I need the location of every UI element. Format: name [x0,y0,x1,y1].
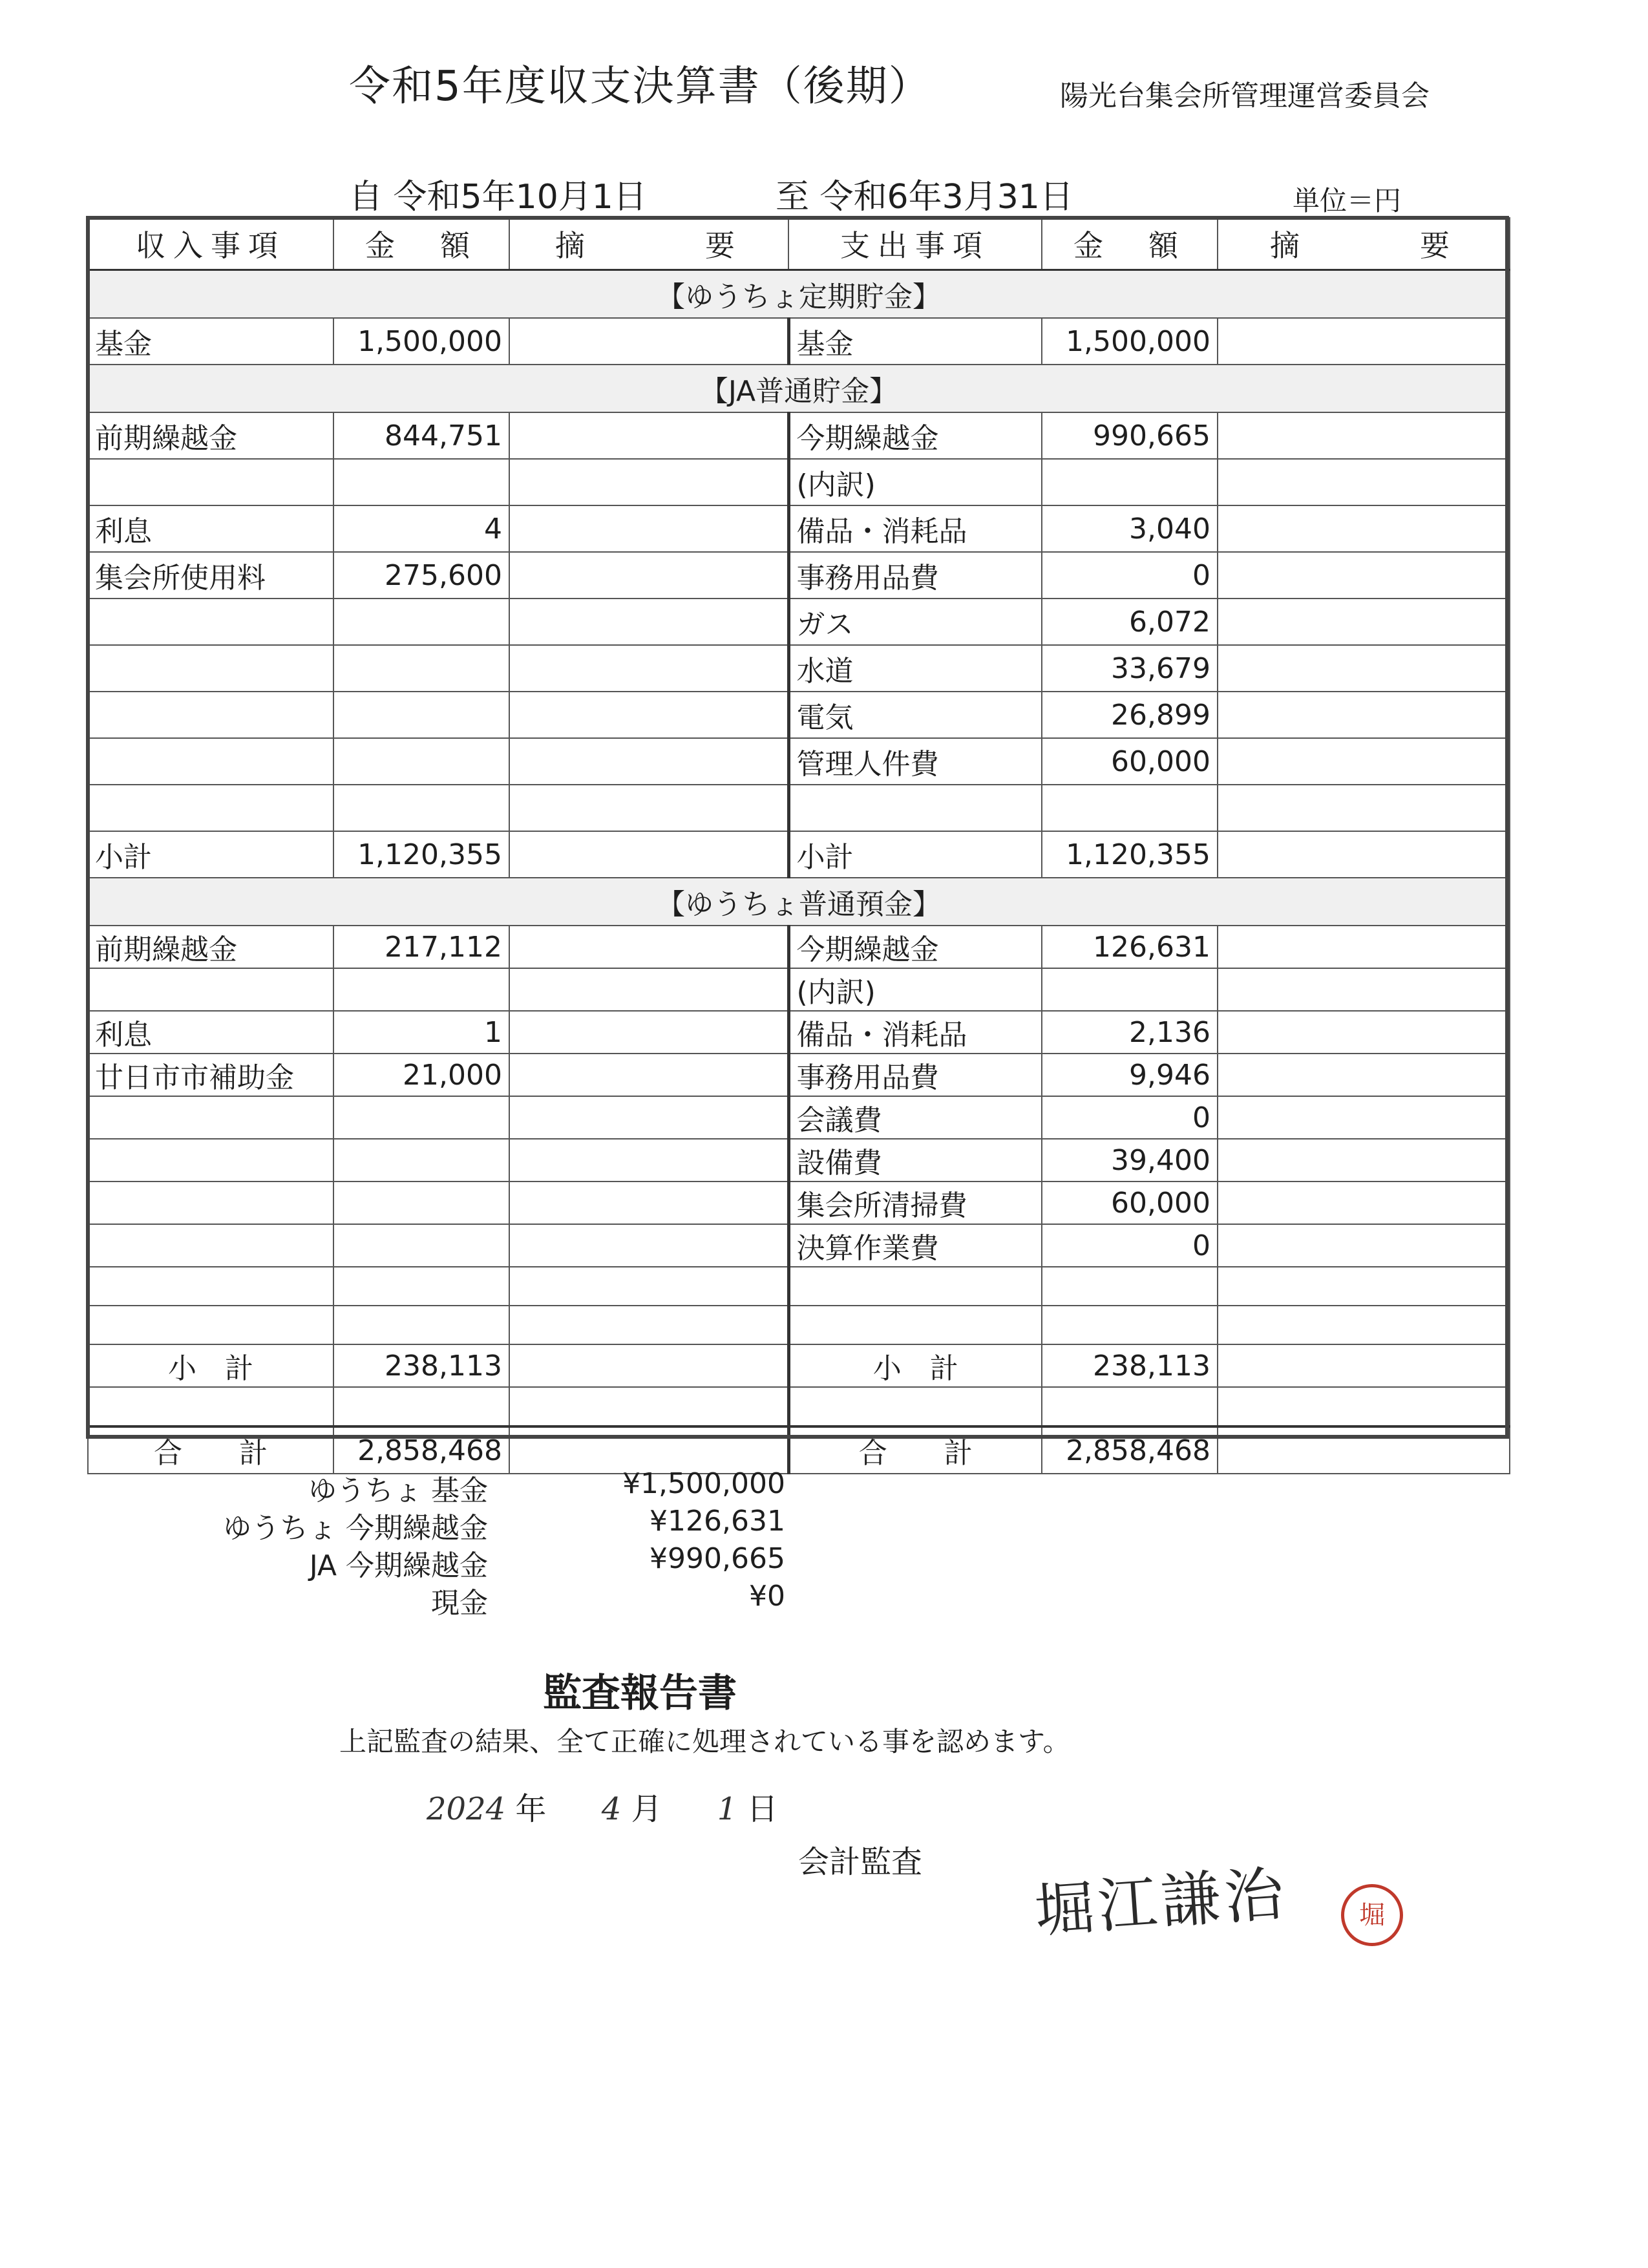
header-note-2: 摘 要 [1218,218,1510,270]
unit-label: 単位＝円 [1293,185,1402,217]
income-item: 基金 [88,318,333,365]
income-note [509,1096,788,1139]
auditor-signature: 堀江謙治 [1032,1859,1290,1946]
expense-item: 備品・消耗品 [788,1011,1042,1054]
audit-statement: 上記監査の結果、全て正確に処理されている事を認めます。 [339,1726,1070,1757]
expense-item: ガス [788,599,1042,645]
expense-item [788,1387,1042,1426]
expense-item: 小 計 [788,1344,1042,1387]
expense-note [1218,1182,1510,1224]
period-to: 至 令和6年3月31日 [776,178,1073,217]
summary-value: ¥990,665 [650,1542,785,1575]
income-note [509,1387,788,1426]
expense-item: 決算作業費 [788,1224,1042,1267]
income-amount: 4 [333,505,509,552]
section-title: 【JA普通貯金】 [88,365,1510,412]
income-amount: 217,112 [333,926,509,968]
header-amount: 金 額 [333,218,509,270]
expense-note [1218,1096,1510,1139]
expense-note [1218,1267,1510,1306]
income-item: 小計 [88,831,333,878]
income-item [88,459,333,505]
expense-amount [1042,459,1218,505]
expense-note [1218,968,1510,1011]
income-amount [333,1267,509,1306]
expense-amount: 9,946 [1042,1054,1218,1096]
expense-item: 今期繰越金 [788,412,1042,459]
table-row [88,1182,1510,1224]
table-row [88,1344,1510,1387]
income-amount: 21,000 [333,1054,509,1096]
expense-note [1218,552,1510,599]
income-item: 前期繰越金 [88,926,333,968]
section-title: 【ゆうちょ定期貯金】 [88,270,1510,319]
expense-note [1218,926,1510,968]
expense-note [1218,785,1510,831]
income-item: 前期繰越金 [88,412,333,459]
expense-note [1218,505,1510,552]
income-amount [333,1224,509,1267]
header-note: 摘 要 [509,218,788,270]
summary-value: ¥1,500,000 [622,1467,785,1500]
income-note [509,1054,788,1096]
audit-date-month: 4 [601,1791,622,1827]
expense-amount: 3,040 [1042,505,1218,552]
income-item [88,968,333,1011]
expense-item: 事務用品費 [788,1054,1042,1096]
income-note [509,552,788,599]
expense-note [1218,459,1510,505]
section-header [88,270,1510,319]
income-note [509,692,788,738]
income-amount [333,1096,509,1139]
expense-amount: 238,113 [1042,1344,1218,1387]
header-amount-2: 金 額 [1042,218,1218,270]
table-row [88,738,1510,785]
audit-date-year: 2024 [427,1791,506,1827]
income-amount [333,1182,509,1224]
expense-note [1218,1054,1510,1096]
income-note [509,459,788,505]
audit-date-month-label: 月 [631,1791,662,1827]
table-row [88,968,1510,1011]
expense-amount: 26,899 [1042,692,1218,738]
income-note [509,318,788,365]
income-amount [333,599,509,645]
table-row [88,1139,1510,1182]
table-row [88,785,1510,831]
income-item [88,1387,333,1426]
expense-note [1218,1306,1510,1344]
expense-item: 設備費 [788,1139,1042,1182]
expense-note [1218,692,1510,738]
expense-amount [1042,968,1218,1011]
period-from: 自 令和5年10月1日 [349,178,647,217]
income-note [509,926,788,968]
income-note [509,831,788,878]
expense-note [1218,1224,1510,1267]
income-item: 利息 [88,1011,333,1054]
income-item: 集会所使用料 [88,552,333,599]
income-amount: 1,500,000 [333,318,509,365]
summary-value: ¥0 [749,1580,785,1613]
income-note [509,1139,788,1182]
page-title: 令和5年度収支決算書（後期） [349,63,931,111]
table-row [88,831,1510,878]
income-amount [333,785,509,831]
income-item [88,692,333,738]
expense-amount: 2,136 [1042,1011,1218,1054]
expense-amount: 0 [1042,552,1218,599]
expense-note [1218,1387,1510,1426]
expense-amount: 126,631 [1042,926,1218,968]
expense-item: 備品・消耗品 [788,505,1042,552]
income-note [509,505,788,552]
section-header [88,365,1510,412]
expense-item: 事務用品費 [788,552,1042,599]
expense-item [788,1306,1042,1344]
expense-amount: 39,400 [1042,1139,1218,1182]
income-item: 利息 [88,505,333,552]
income-amount [333,738,509,785]
table-row [88,1387,1510,1426]
section-title: 【ゆうちょ普通預金】 [88,878,1510,926]
expense-item [788,1267,1042,1306]
income-item [88,785,333,831]
income-note [509,412,788,459]
expense-note [1218,412,1510,459]
expense-note [1218,831,1510,878]
table-row [88,645,1510,692]
income-item [88,738,333,785]
section-header [88,878,1510,926]
total-expense-note [1218,1426,1510,1474]
expense-item: 電気 [788,692,1042,738]
income-amount [333,1306,509,1344]
income-amount: 1 [333,1011,509,1054]
income-note [509,599,788,645]
total-expense-amount: 2,858,468 [1042,1426,1218,1474]
audit-date-year-label: 年 [515,1791,547,1827]
expense-item: 会議費 [788,1096,1042,1139]
income-item: 廿日市市補助金 [88,1054,333,1096]
table-row [88,692,1510,738]
table-row [88,318,1510,365]
income-amount [333,1139,509,1182]
income-item [88,1182,333,1224]
income-item [88,1139,333,1182]
income-item [88,645,333,692]
expense-item: (内訳) [788,968,1042,1011]
income-amount: 1,120,355 [333,831,509,878]
ledger-table [87,217,1510,1474]
expense-note [1218,738,1510,785]
table-row [88,926,1510,968]
audit-date-day-label: 日 [746,1791,778,1827]
table-row [88,1267,1510,1306]
income-amount [333,645,509,692]
income-note [509,1267,788,1306]
table-row [88,459,1510,505]
expense-amount: 990,665 [1042,412,1218,459]
income-note [509,1011,788,1054]
income-amount: 238,113 [333,1344,509,1387]
expense-amount [1042,1267,1218,1306]
audit-report-title: 監査報告書 [543,1671,737,1716]
income-note [509,1182,788,1224]
expense-note [1218,1139,1510,1182]
expense-item: 今期繰越金 [788,926,1042,968]
table-row [88,599,1510,645]
income-note [509,1306,788,1344]
header-expense-item: 支出事項 [788,218,1042,270]
table-row [88,552,1510,599]
income-note [509,968,788,1011]
income-amount [333,692,509,738]
expense-amount [1042,785,1218,831]
income-item [88,1096,333,1139]
expense-item: 水道 [788,645,1042,692]
expense-item: 基金 [788,318,1042,365]
ledger-body [88,270,1510,1427]
expense-item: 集会所清掃費 [788,1182,1042,1224]
expense-item [788,785,1042,831]
table-row [88,1054,1510,1096]
auditor-seal: 堀 [1341,1884,1403,1946]
table-row [88,1224,1510,1267]
expense-note [1218,318,1510,365]
expense-note [1218,645,1510,692]
expense-amount: 6,072 [1042,599,1218,645]
table-row [88,1096,1510,1139]
income-note [509,738,788,785]
income-amount [333,1387,509,1426]
audit-date-day: 1 [717,1791,737,1827]
organization-name: 陽光台集会所管理運営委員会 [1060,79,1430,112]
income-item [88,1224,333,1267]
income-item: 小 計 [88,1344,333,1387]
income-note [509,1224,788,1267]
expense-item: (内訳) [788,459,1042,505]
expense-note [1218,1011,1510,1054]
audit-date [427,1784,778,1828]
income-amount: 275,600 [333,552,509,599]
expense-amount: 60,000 [1042,1182,1218,1224]
expense-note [1218,599,1510,645]
income-amount [333,459,509,505]
expense-amount [1042,1387,1218,1426]
income-amount [333,968,509,1011]
income-item [88,1306,333,1344]
expense-amount [1042,1306,1218,1344]
header-income-item: 収入事項 [88,218,333,270]
summary-label: ゆうちょ 基金 [308,1474,488,1507]
table-row [88,1011,1510,1054]
table-row [88,505,1510,552]
expense-note [1218,1344,1510,1387]
expense-amount: 33,679 [1042,645,1218,692]
income-note [509,785,788,831]
summary-value: ¥126,631 [650,1505,785,1538]
income-item [88,599,333,645]
income-amount: 844,751 [333,412,509,459]
income-note [509,1344,788,1387]
income-note [509,645,788,692]
total-income-amount: 2,858,468 [333,1426,509,1474]
expense-item: 小計 [788,831,1042,878]
expense-amount: 60,000 [1042,738,1218,785]
auditor-label: 会計監査 [798,1844,923,1880]
expense-amount: 0 [1042,1224,1218,1267]
table-row [88,412,1510,459]
expense-amount: 0 [1042,1096,1218,1139]
header-row [88,218,1510,270]
summary-label: 現金 [431,1587,488,1620]
summary-label: ゆうちょ 今期繰越金 [223,1512,488,1545]
expense-amount: 1,500,000 [1042,318,1218,365]
summary-label: JA 今期繰越金 [309,1549,488,1582]
expense-amount: 1,120,355 [1042,831,1218,878]
total-income-label: 合 計 [88,1426,333,1474]
expense-item: 管理人件費 [788,738,1042,785]
total-expense-label: 合 計 [788,1426,1042,1474]
table-row [88,1306,1510,1344]
income-item [88,1267,333,1306]
